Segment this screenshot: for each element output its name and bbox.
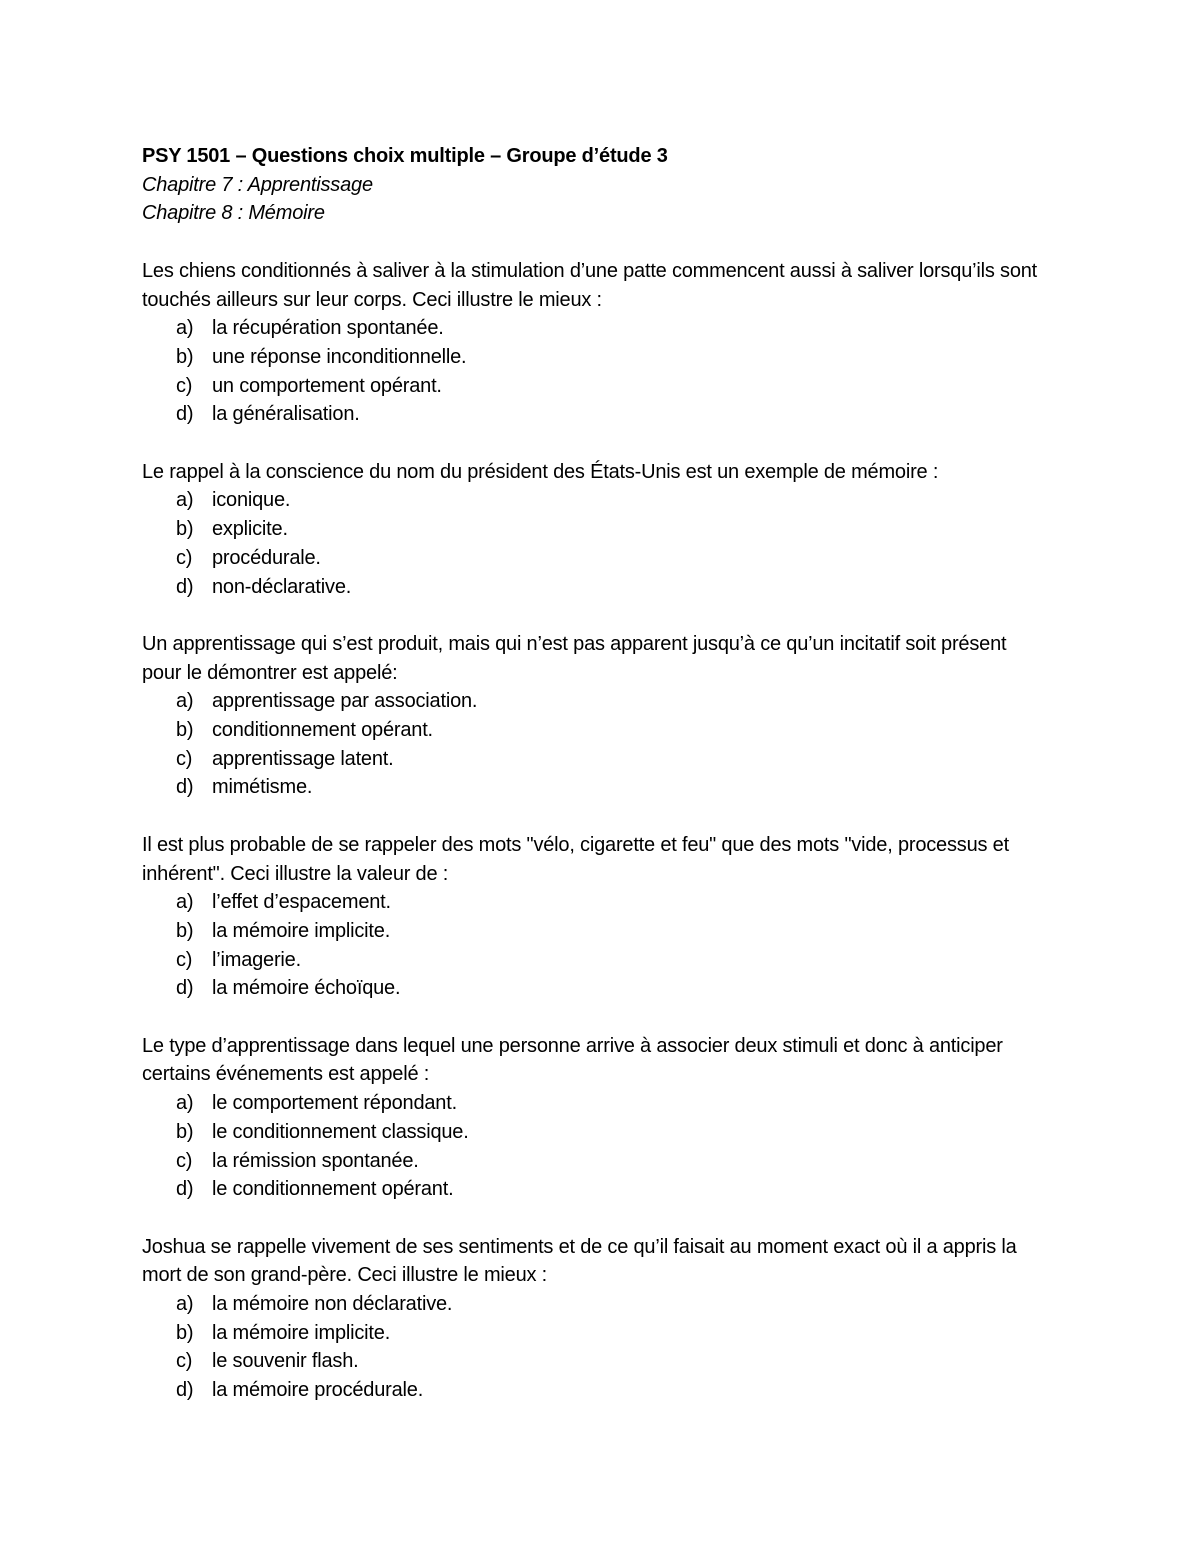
option-letter: c) [176, 1149, 193, 1172]
option-letter: a) [176, 891, 194, 914]
option-letter: b) [176, 518, 194, 541]
question-block [142, 1233, 1042, 1405]
question-stem: Un apprentissage qui s’est produit, mais qui n’est pas apparent jusqu’à ce qu’un incitatif soit présent pour le démontrer est appelé: [142, 632, 1007, 684]
option-text: apprentissage par association. [212, 690, 478, 713]
option-text: la mémoire échoïque. [212, 977, 401, 1000]
question-block [142, 257, 1042, 429]
option-item [142, 687, 1042, 716]
option-item [142, 716, 1042, 745]
option-item [142, 573, 1042, 602]
option-item [142, 1290, 1042, 1319]
option-letter: c) [176, 374, 193, 397]
option-letter: a) [176, 317, 194, 340]
question-stem: Le type d’apprentissage dans lequel une personne arrive à associer deux stimuli et donc à anticiper certains événements est appelé : [142, 1034, 1003, 1086]
option-item [142, 946, 1042, 975]
option-list [142, 1290, 1042, 1405]
option-text: la rémission spontanée. [212, 1149, 419, 1172]
chapter-subtitle: Chapitre 8 : Mémoire [142, 202, 325, 225]
option-letter: d) [176, 776, 194, 799]
option-letter: b) [176, 919, 194, 942]
question-stem: Le rappel à la conscience du nom du président des États-Unis est un exemple de mémoire : [142, 460, 939, 483]
option-letter: d) [176, 575, 194, 598]
option-letter: d) [176, 1178, 194, 1201]
option-item [142, 917, 1042, 946]
question-stem: Il est plus probable de se rappeler des mots "vélo, cigarette et feu" que des mots "vide, processus et inhérent". Ceci illustre la valeur de : [142, 833, 1009, 885]
option-item [142, 372, 1042, 401]
option-text: iconique. [212, 489, 291, 512]
option-item [142, 1347, 1042, 1376]
option-item [142, 1147, 1042, 1176]
option-list [142, 1089, 1042, 1204]
option-letter: b) [176, 1120, 194, 1143]
option-text: non-déclarative. [212, 575, 352, 598]
option-item [142, 1376, 1042, 1405]
option-letter: b) [176, 719, 194, 742]
option-item [142, 314, 1042, 343]
document-content [142, 142, 1042, 1405]
option-letter: a) [176, 489, 194, 512]
option-text: le conditionnement classique. [212, 1120, 469, 1143]
question-stem: Les chiens conditionnés à saliver à la stimulation d’une patte commencent aussi à saliver lorsqu’ils sont touchés ailleurs sur leur corps. Ceci illustre le mieux : [142, 259, 1038, 311]
option-text: la mémoire implicite. [212, 919, 391, 942]
option-text: la généralisation. [212, 403, 360, 426]
option-item [142, 1319, 1042, 1348]
option-letter: a) [176, 690, 194, 713]
option-text: mimétisme. [212, 776, 313, 799]
option-item [142, 1118, 1042, 1147]
option-item [142, 1175, 1042, 1204]
option-text: l’effet d’espacement. [212, 891, 391, 914]
option-list [142, 314, 1042, 429]
option-text: l’imagerie. [212, 948, 301, 971]
option-item [142, 745, 1042, 774]
question-block [142, 458, 1042, 602]
option-letter: c) [176, 1350, 193, 1373]
document-title: PSY 1501 – Questions choix multiple – Groupe d’étude 3 [142, 145, 668, 167]
option-letter: b) [176, 345, 194, 368]
option-letter: a) [176, 1293, 194, 1316]
option-item [142, 1089, 1042, 1118]
option-item [142, 773, 1042, 802]
option-list [142, 687, 1042, 802]
option-letter: d) [176, 977, 194, 1000]
option-text: un comportement opérant. [212, 374, 442, 397]
option-text: apprentissage latent. [212, 747, 394, 770]
option-item [142, 400, 1042, 429]
option-text: la mémoire non déclarative. [212, 1293, 453, 1316]
option-text: explicite. [212, 518, 288, 541]
question-block [142, 630, 1042, 802]
option-item [142, 515, 1042, 544]
option-item [142, 974, 1042, 1003]
option-letter: d) [176, 403, 194, 426]
chapter-subtitle: Chapitre 7 : Apprentissage [142, 173, 373, 196]
option-text: la mémoire procédurale. [212, 1379, 424, 1402]
option-item [142, 486, 1042, 515]
option-item [142, 343, 1042, 372]
option-item [142, 888, 1042, 917]
option-item [142, 544, 1042, 573]
option-letter: c) [176, 948, 193, 971]
option-text: le comportement répondant. [212, 1092, 457, 1115]
option-text: le conditionnement opérant. [212, 1178, 454, 1201]
option-letter: c) [176, 747, 193, 770]
option-text: procédurale. [212, 546, 321, 569]
option-letter: a) [176, 1092, 194, 1115]
option-text: la mémoire implicite. [212, 1321, 391, 1344]
option-letter: b) [176, 1321, 194, 1344]
option-letter: d) [176, 1379, 194, 1402]
option-text: le souvenir flash. [212, 1350, 359, 1373]
question-block [142, 1032, 1042, 1204]
option-text: la récupération spontanée. [212, 317, 444, 340]
option-text: conditionnement opérant. [212, 719, 433, 742]
option-text: une réponse inconditionnelle. [212, 345, 467, 368]
question-stem: Joshua se rappelle vivement de ses sentiments et de ce qu’il faisait au moment exact où il a appris la mort de son grand-père. Ceci illustre le mieux : [142, 1235, 1017, 1287]
option-list [142, 888, 1042, 1003]
option-list [142, 486, 1042, 601]
option-letter: c) [176, 546, 193, 569]
question-block [142, 831, 1042, 1003]
